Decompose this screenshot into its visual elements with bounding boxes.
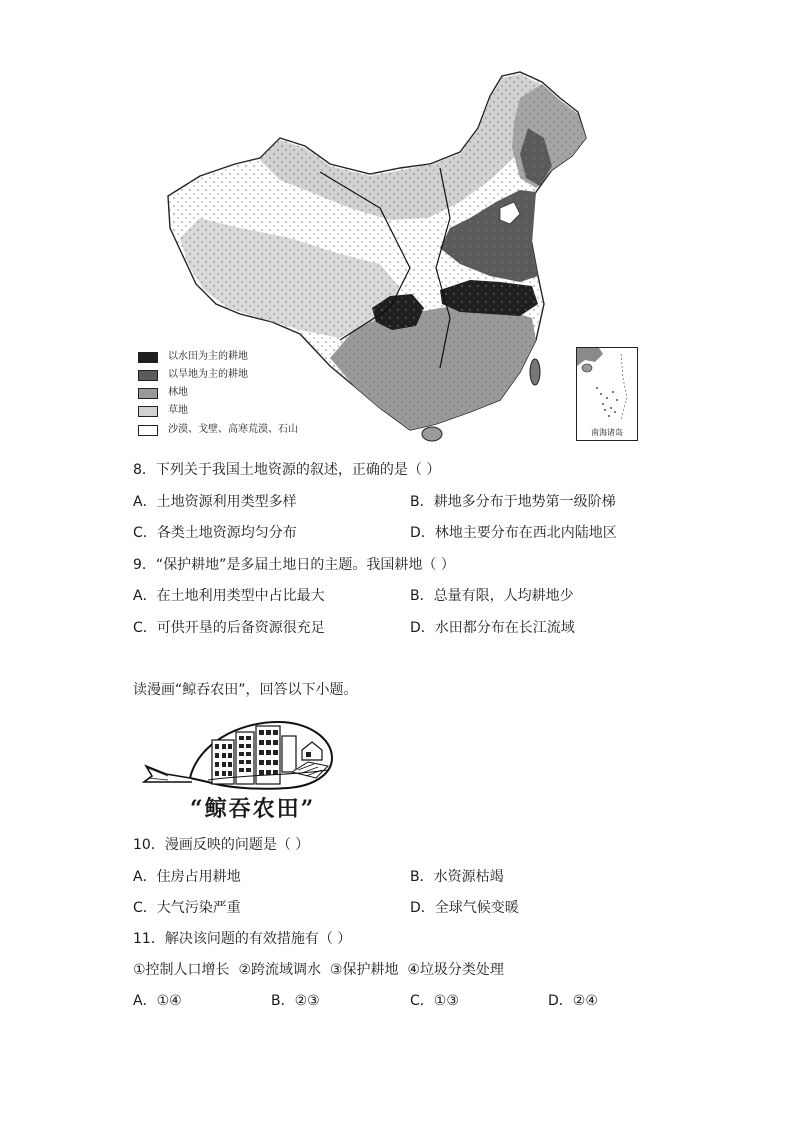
legend-label: 以旱地为主的耕地 [168, 369, 248, 380]
question-9-stem: 9．“保护耕地”是多届土地日的主题。我国耕地（ ） [133, 557, 455, 573]
legend-item-forest [138, 386, 188, 400]
legend-swatch [138, 370, 158, 381]
question-8-option-c: C．各类土地资源均匀分布 [133, 525, 297, 541]
legend-swatch [138, 352, 158, 363]
cartoon-caption: “鲸吞农田” [190, 796, 316, 822]
land-use-map [140, 68, 640, 446]
legend-swatch [138, 388, 158, 399]
question-10-option-a: A．住房占用耕地 [133, 869, 241, 885]
question-8-option-b: B．耕地多分布于地势第一级阶梯 [410, 494, 616, 510]
legend-label: 草地 [168, 405, 188, 416]
question-9-option-a: A．在土地利用类型中占比最大 [133, 588, 325, 604]
legend-label: 沙漠、戈壁、高寒荒漠、石山 [168, 424, 298, 435]
question-11-stem: 11．解决该问题的有效措施有（ ） [133, 931, 352, 947]
question-8-option-d: D．林地主要分布在西北内陆地区 [410, 525, 617, 541]
question-10-option-c: C．大气污染严重 [133, 900, 241, 916]
inset-label: 南海诸岛 [591, 428, 623, 437]
legend-item-dry-farmland [138, 368, 248, 382]
legend-item-desert [138, 423, 298, 437]
question-11-items: ①控制人口增长 ②跨流域调水 ③保护耕地 ④垃圾分类处理 [133, 962, 504, 978]
question-9-option-c: C．可供开垦的后备资源很充足 [133, 620, 325, 636]
question-9-option-d: D．水田都分布在长江流域 [410, 620, 575, 636]
legend-item-paddy [138, 350, 248, 364]
legend-label: 林地 [168, 387, 188, 398]
question-9-option-b: B．总量有限，人均耕地少 [410, 588, 574, 604]
question-10-stem: 10．漫画反映的问题是（ ） [133, 837, 310, 853]
cartoon-intro: 读漫画“鲸吞农田”，回答以下小题。 [133, 682, 358, 698]
whale-cartoon [138, 716, 338, 794]
whale-cartoon-graphic [138, 716, 338, 794]
legend-swatch [138, 406, 158, 417]
legend-swatch [138, 425, 158, 436]
question-11-option-c: C．①③ [410, 993, 459, 1009]
question-8-option-a: A．土地资源利用类型多样 [133, 494, 297, 510]
legend-item-grassland [138, 404, 188, 418]
question-11-option-a: A．①④ [133, 993, 182, 1009]
question-11-option-d: D．②④ [548, 993, 598, 1009]
legend-label: 以水田为主的耕地 [168, 351, 248, 362]
china-map-graphic [140, 68, 640, 446]
inset-islands-graphic [577, 348, 637, 428]
south-china-sea-inset [576, 347, 638, 441]
question-8-stem: 8．下列关于我国土地资源的叙述，正确的是（ ） [133, 462, 441, 478]
question-10-option-d: D．全球气候变暖 [410, 900, 519, 916]
question-11-option-b: B．②③ [271, 993, 320, 1009]
question-10-option-b: B．水资源枯竭 [410, 869, 504, 885]
